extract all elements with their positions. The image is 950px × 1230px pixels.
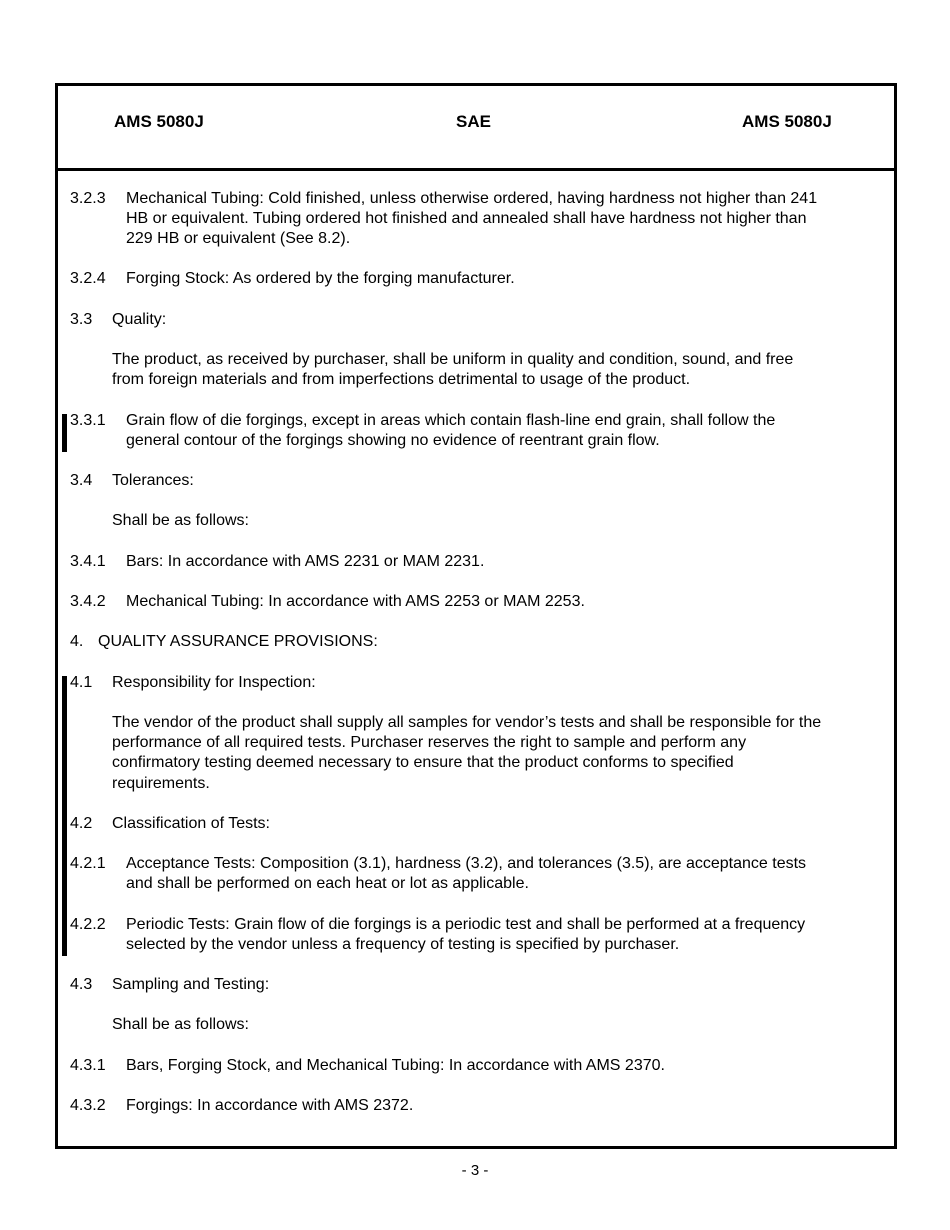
paragraph-text: from foreign materials and from imperfections detrimental to usage of the product. bbox=[112, 371, 691, 388]
section-text: selected by the vendor unless a frequency of testing is specified by purchaser. bbox=[126, 936, 680, 953]
section-number: 3.2.3 bbox=[70, 190, 106, 207]
section-text: Forgings: In accordance with AMS 2372. bbox=[126, 1097, 414, 1114]
section-text: Periodic Tests: Grain flow of die forgings is a periodic test and shall be performed at a frequency bbox=[126, 916, 806, 933]
section-text: Acceptance Tests: Composition (3.1), hardness (3.2), and tolerances (3.5), are acceptance tests bbox=[126, 855, 807, 872]
paragraph-text: confirmatory testing deemed necessary to ensure that the product conforms to specified bbox=[112, 754, 734, 771]
paragraph-text: Shall be as follows: bbox=[112, 512, 249, 529]
section-number: 3.3.1 bbox=[70, 412, 106, 429]
section-number: 3.2.4 bbox=[70, 270, 106, 287]
section-heading: Classification of Tests: bbox=[112, 815, 270, 832]
paragraph-text: Shall be as follows: bbox=[112, 1016, 249, 1033]
paragraph-text: requirements. bbox=[112, 775, 210, 792]
section-text: and shall be performed on each heat or lot as applicable. bbox=[126, 875, 529, 892]
section-number: 3.3 bbox=[70, 311, 93, 328]
section-number: 3.4.2 bbox=[70, 593, 106, 610]
paragraph-text: performance of all required tests. Purchaser reserves the right to sample and perform any bbox=[112, 734, 747, 751]
section-text: Forging Stock: As ordered by the forging manufacturer. bbox=[126, 270, 515, 287]
section-heading: Sampling and Testing: bbox=[112, 976, 270, 993]
section-text: Bars, Forging Stock, and Mechanical Tubing: In accordance with AMS 2370. bbox=[126, 1057, 665, 1074]
section-text: Mechanical Tubing: Cold finished, unless otherwise ordered, having hardness not higher than 241 bbox=[126, 190, 818, 207]
section-number: 4.3.2 bbox=[70, 1097, 106, 1114]
revision-change-bar bbox=[62, 676, 67, 956]
header-org: SAE bbox=[456, 112, 491, 131]
section-heading: Responsibility for Inspection: bbox=[112, 674, 316, 691]
section-number: 4. bbox=[70, 633, 84, 650]
section-number: 4.3 bbox=[70, 976, 93, 993]
section-text: Grain flow of die forgings, except in areas which contain flash-line end grain, shall follow the bbox=[126, 412, 776, 429]
section-number: 4.1 bbox=[70, 674, 93, 691]
section-number: 4.2 bbox=[70, 815, 93, 832]
paragraph-text: The vendor of the product shall supply all samples for vendor’s tests and shall be responsible for the bbox=[112, 714, 822, 731]
section-text: Bars: In accordance with AMS 2231 or MAM 2231. bbox=[126, 553, 485, 570]
page-number: - 3 - bbox=[461, 1162, 489, 1179]
section-number: 4.3.1 bbox=[70, 1057, 106, 1074]
header-doc-number-left: AMS 5080J bbox=[114, 112, 204, 131]
header-doc-number-right: AMS 5080J bbox=[742, 112, 832, 131]
paragraph-text: The product, as received by purchaser, shall be uniform in quality and condition, sound, and free bbox=[112, 351, 794, 368]
section-number: 4.2.1 bbox=[70, 855, 106, 872]
page-header bbox=[58, 86, 894, 171]
section-text: HB or equivalent. Tubing ordered hot finished and annealed shall have hardness not higher than bbox=[126, 210, 807, 227]
section-heading: QUALITY ASSURANCE PROVISIONS: bbox=[98, 633, 378, 650]
section-text: 229 HB or equivalent (See 8.2). bbox=[126, 230, 351, 247]
revision-change-bar bbox=[62, 414, 67, 452]
section-text: Mechanical Tubing: In accordance with AMS 2253 or MAM 2253. bbox=[126, 593, 585, 610]
section-heading: Tolerances: bbox=[112, 472, 194, 489]
section-number: 4.2.2 bbox=[70, 916, 106, 933]
section-text: general contour of the forgings showing no evidence of reentrant grain flow. bbox=[126, 432, 660, 449]
section-heading: Quality: bbox=[112, 311, 167, 328]
section-number: 3.4.1 bbox=[70, 553, 106, 570]
section-number: 3.4 bbox=[70, 472, 93, 489]
